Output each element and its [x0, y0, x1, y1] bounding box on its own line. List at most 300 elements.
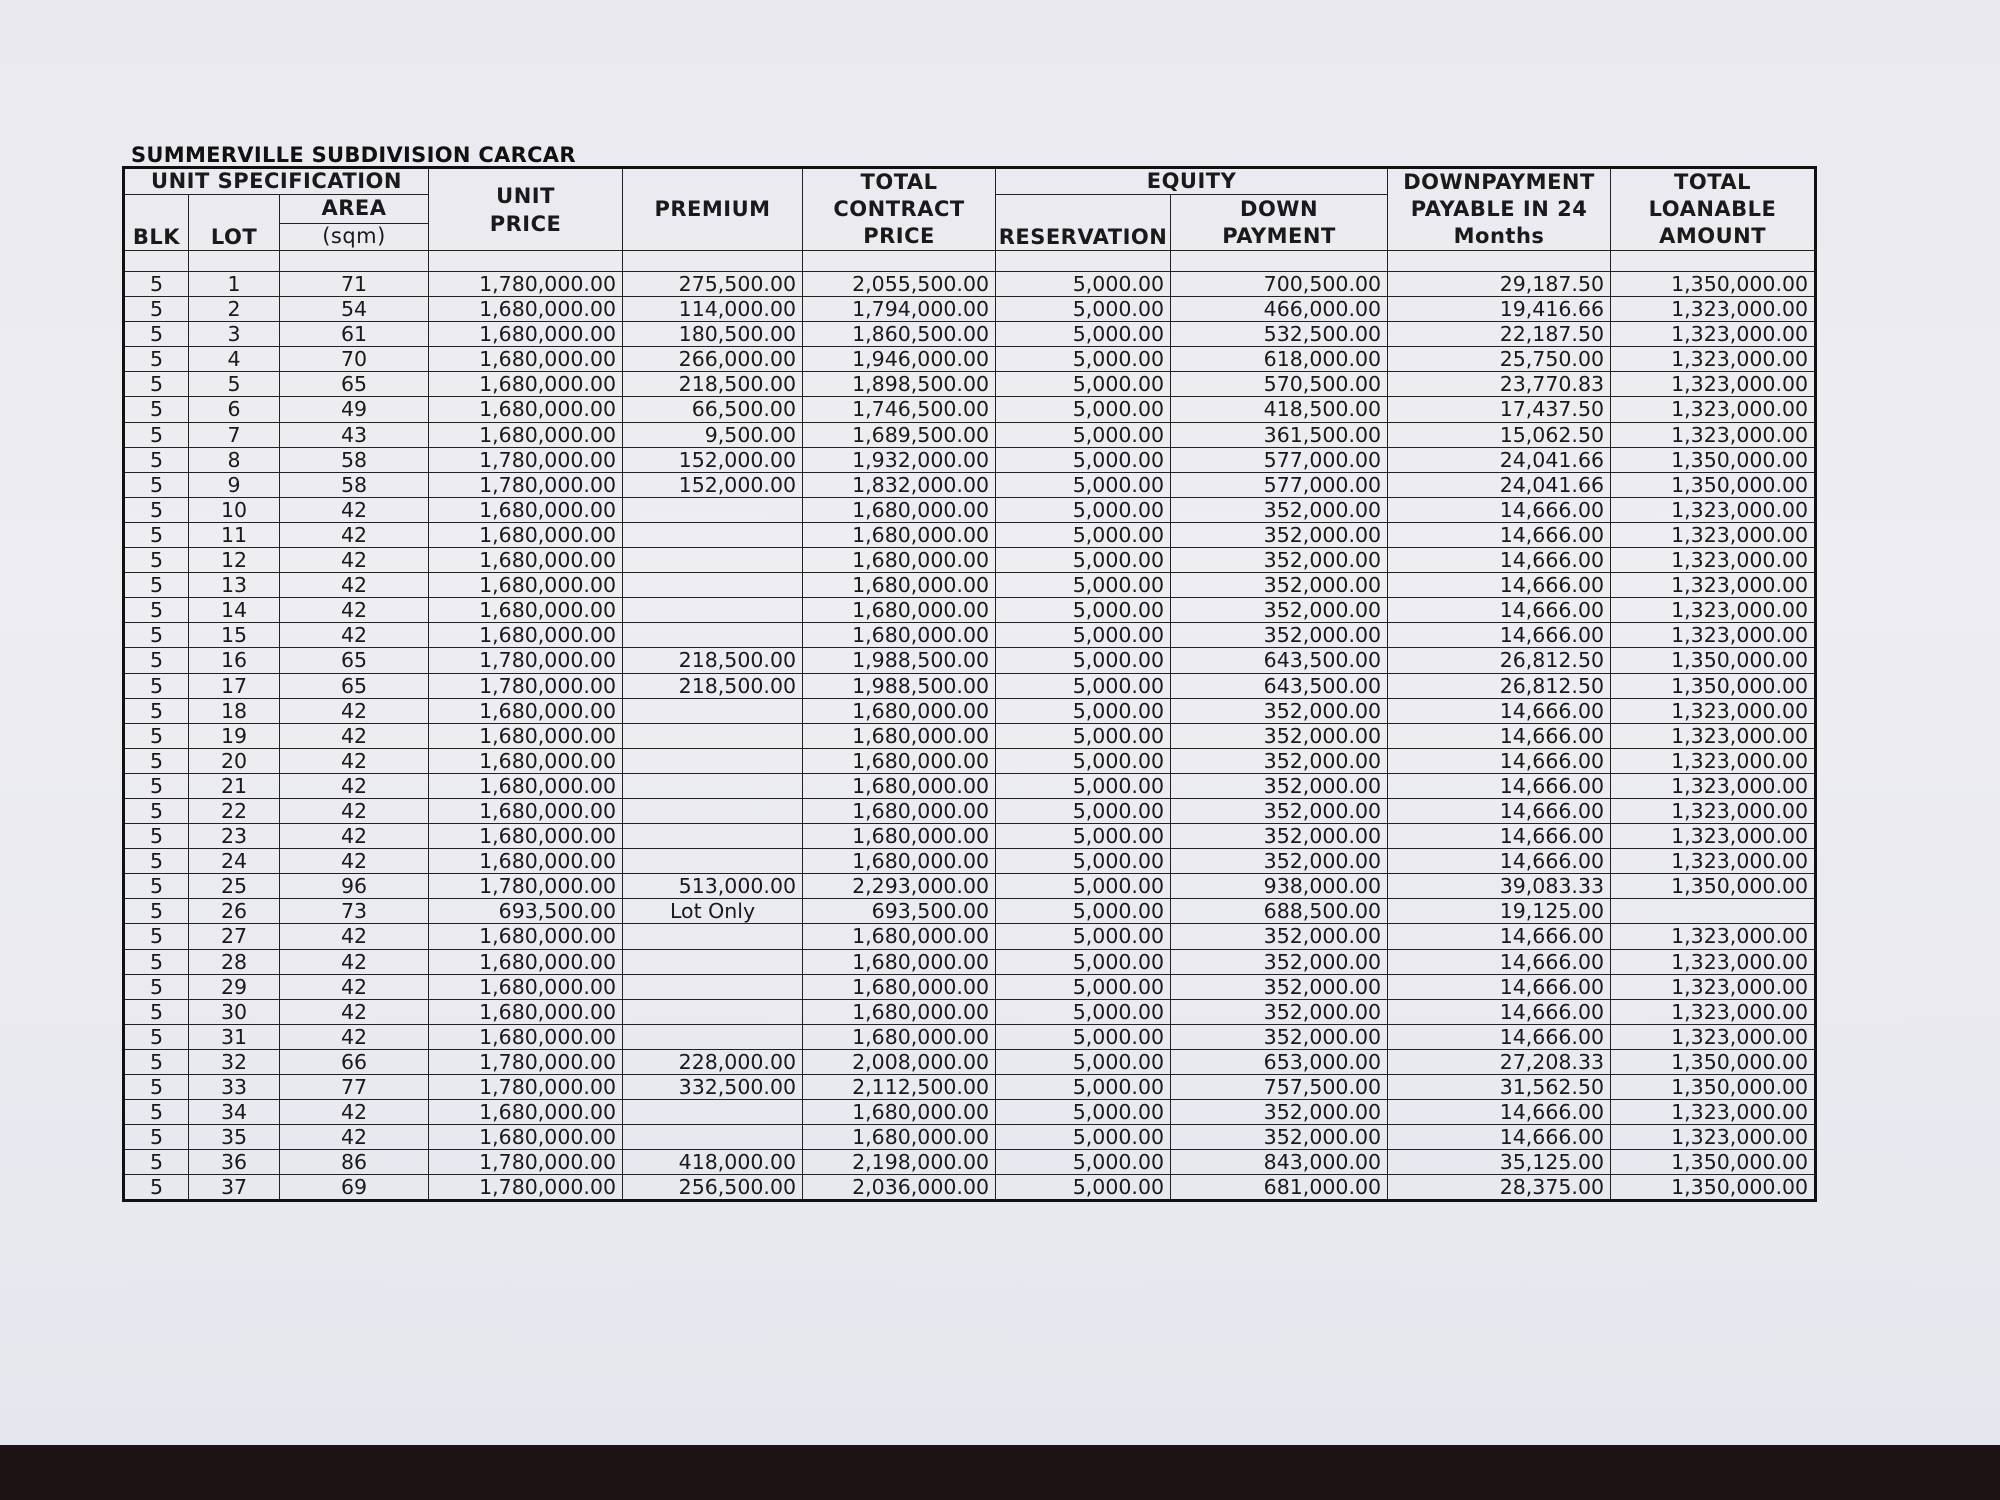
cell-premium: Lot Only	[623, 899, 803, 924]
cell-area: 73	[280, 899, 429, 924]
cell-area: 42	[280, 1100, 429, 1125]
cell-premium	[623, 748, 803, 773]
table-row	[124, 849, 1816, 874]
cell-down-payment: 352,000.00	[1171, 497, 1388, 522]
cell-lot: 5	[189, 372, 280, 397]
cell-premium: 513,000.00	[623, 874, 803, 899]
cell-downpayment-monthly: 24,041.66	[1388, 447, 1611, 472]
cell-total-contract-price: 1,680,000.00	[803, 748, 996, 773]
cell-area: 61	[280, 322, 429, 347]
cell-lot: 11	[189, 522, 280, 547]
table-row	[124, 548, 1816, 573]
cell-unit-price: 1,780,000.00	[429, 1075, 623, 1100]
cell-unit-price: 1,780,000.00	[429, 472, 623, 497]
cell-lot: 31	[189, 1024, 280, 1049]
cell-premium	[623, 974, 803, 999]
cell-blk: 5	[124, 397, 189, 422]
cell-total-loanable-amount: 1,323,000.00	[1611, 773, 1816, 798]
table-row	[124, 272, 1816, 297]
table-row	[124, 472, 1816, 497]
cell-lot: 23	[189, 824, 280, 849]
cell-area: 42	[280, 522, 429, 547]
cell-lot: 37	[189, 1175, 280, 1201]
cell-total-contract-price: 1,680,000.00	[803, 573, 996, 598]
cell-reservation: 5,000.00	[996, 623, 1171, 648]
cell-reservation: 5,000.00	[996, 548, 1171, 573]
cell-reservation: 5,000.00	[996, 598, 1171, 623]
table-row	[124, 974, 1816, 999]
cell-downpayment-monthly: 19,416.66	[1388, 297, 1611, 322]
cell-blk: 5	[124, 773, 189, 798]
cell-area: 42	[280, 1024, 429, 1049]
table-row	[124, 322, 1816, 347]
cell-unit-price: 1,780,000.00	[429, 1150, 623, 1175]
cell-unit-price: 1,680,000.00	[429, 598, 623, 623]
cell-down-payment: 577,000.00	[1171, 447, 1388, 472]
cell-total-contract-price: 1,680,000.00	[803, 598, 996, 623]
cell-down-payment: 352,000.00	[1171, 723, 1388, 748]
cell-down-payment: 418,500.00	[1171, 397, 1388, 422]
cell-reservation: 5,000.00	[996, 824, 1171, 849]
cell-total-contract-price: 2,198,000.00	[803, 1150, 996, 1175]
cell-total-contract-price: 1,689,500.00	[803, 422, 996, 447]
header-total-contract-price	[803, 168, 996, 251]
cell-area: 42	[280, 723, 429, 748]
cell-total-loanable-amount: 1,323,000.00	[1611, 548, 1816, 573]
cell-lot: 7	[189, 422, 280, 447]
cell-downpayment-monthly: 19,125.00	[1388, 899, 1611, 924]
cell-unit-price: 1,680,000.00	[429, 949, 623, 974]
cell-downpayment-monthly: 27,208.33	[1388, 1049, 1611, 1074]
cell-down-payment: 352,000.00	[1171, 974, 1388, 999]
cell-total-loanable-amount: 1,323,000.00	[1611, 522, 1816, 547]
cell-reservation: 5,000.00	[996, 723, 1171, 748]
cell-total-contract-price: 693,500.00	[803, 899, 996, 924]
cell-blk: 5	[124, 723, 189, 748]
table-row	[124, 347, 1816, 372]
cell-downpayment-monthly: 28,375.00	[1388, 1175, 1611, 1201]
cell-lot: 28	[189, 949, 280, 974]
cell-blk: 5	[124, 798, 189, 823]
cell-total-loanable-amount: 1,323,000.00	[1611, 573, 1816, 598]
cell-premium	[623, 522, 803, 547]
cell-total-contract-price: 1,680,000.00	[803, 849, 996, 874]
cell-blk: 5	[124, 999, 189, 1024]
cell-total-contract-price: 1,988,500.00	[803, 648, 996, 673]
cell-total-contract-price: 1,680,000.00	[803, 824, 996, 849]
cell-lot: 22	[189, 798, 280, 823]
cell-downpayment-monthly: 14,666.00	[1388, 723, 1611, 748]
cell-premium	[623, 598, 803, 623]
cell-blk: 5	[124, 849, 189, 874]
cell-downpayment-monthly: 14,666.00	[1388, 999, 1611, 1024]
spacer-cell	[803, 251, 996, 272]
cell-area: 42	[280, 748, 429, 773]
cell-blk: 5	[124, 673, 189, 698]
cell-premium	[623, 773, 803, 798]
cell-blk: 5	[124, 422, 189, 447]
cell-lot: 13	[189, 573, 280, 598]
cell-total-loanable-amount: 1,323,000.00	[1611, 824, 1816, 849]
cell-area: 71	[280, 272, 429, 297]
cell-total-loanable-amount: 1,323,000.00	[1611, 297, 1816, 322]
cell-down-payment: 577,000.00	[1171, 472, 1388, 497]
header-area: AREA	[280, 195, 429, 224]
cell-blk: 5	[124, 974, 189, 999]
cell-downpayment-monthly: 14,666.00	[1388, 522, 1611, 547]
cell-down-payment: 681,000.00	[1171, 1175, 1388, 1201]
cell-reservation: 5,000.00	[996, 773, 1171, 798]
cell-down-payment: 352,000.00	[1171, 1125, 1388, 1150]
cell-area: 65	[280, 673, 429, 698]
table-row	[124, 999, 1816, 1024]
cell-area: 42	[280, 999, 429, 1024]
cell-down-payment: 938,000.00	[1171, 874, 1388, 899]
cell-down-payment: 352,000.00	[1171, 573, 1388, 598]
cell-lot: 14	[189, 598, 280, 623]
cell-downpayment-monthly: 14,666.00	[1388, 773, 1611, 798]
cell-downpayment-monthly: 14,666.00	[1388, 798, 1611, 823]
table-header	[124, 168, 1816, 251]
cell-unit-price: 1,680,000.00	[429, 322, 623, 347]
cell-total-contract-price: 2,055,500.00	[803, 272, 996, 297]
cell-total-loanable-amount: 1,323,000.00	[1611, 698, 1816, 723]
table-row	[124, 1150, 1816, 1175]
table-row	[124, 698, 1816, 723]
cell-blk: 5	[124, 1150, 189, 1175]
cell-downpayment-monthly: 22,187.50	[1388, 322, 1611, 347]
spacer-cell	[429, 251, 623, 272]
cell-total-contract-price: 2,008,000.00	[803, 1049, 996, 1074]
cell-total-loanable-amount: 1,323,000.00	[1611, 347, 1816, 372]
table-row	[124, 497, 1816, 522]
cell-blk: 5	[124, 497, 189, 522]
cell-premium	[623, 497, 803, 522]
table-row	[124, 422, 1816, 447]
cell-area: 54	[280, 297, 429, 322]
cell-reservation: 5,000.00	[996, 698, 1171, 723]
cell-lot: 6	[189, 397, 280, 422]
cell-downpayment-monthly: 14,666.00	[1388, 497, 1611, 522]
spacer-cell	[1171, 251, 1388, 272]
cell-unit-price: 1,680,000.00	[429, 999, 623, 1024]
cell-downpayment-monthly: 14,666.00	[1388, 748, 1611, 773]
cell-total-loanable-amount: 1,323,000.00	[1611, 924, 1816, 949]
cell-area: 42	[280, 497, 429, 522]
cell-area: 42	[280, 949, 429, 974]
cell-lot: 8	[189, 447, 280, 472]
cell-area: 42	[280, 698, 429, 723]
cell-total-loanable-amount: 1,323,000.00	[1611, 497, 1816, 522]
table-row	[124, 798, 1816, 823]
cell-total-loanable-amount: 1,350,000.00	[1611, 648, 1816, 673]
cell-unit-price: 1,780,000.00	[429, 447, 623, 472]
cell-down-payment: 352,000.00	[1171, 824, 1388, 849]
cell-reservation: 5,000.00	[996, 999, 1171, 1024]
spacer-row	[124, 251, 1816, 272]
cell-downpayment-monthly: 17,437.50	[1388, 397, 1611, 422]
cell-premium	[623, 1100, 803, 1125]
cell-premium	[623, 849, 803, 874]
table-body	[124, 251, 1816, 1201]
cell-area: 49	[280, 397, 429, 422]
cell-area: 66	[280, 1049, 429, 1074]
cell-down-payment: 352,000.00	[1171, 798, 1388, 823]
table-row	[124, 623, 1816, 648]
cell-reservation: 5,000.00	[996, 1150, 1171, 1175]
cell-total-contract-price: 1,946,000.00	[803, 347, 996, 372]
cell-blk: 5	[124, 924, 189, 949]
cell-total-contract-price: 1,832,000.00	[803, 472, 996, 497]
cell-total-contract-price: 1,680,000.00	[803, 497, 996, 522]
cell-area: 86	[280, 1150, 429, 1175]
cell-blk: 5	[124, 347, 189, 372]
cell-blk: 5	[124, 573, 189, 598]
cell-total-contract-price: 2,112,500.00	[803, 1075, 996, 1100]
cell-reservation: 5,000.00	[996, 347, 1171, 372]
cell-blk: 5	[124, 949, 189, 974]
cell-reservation: 5,000.00	[996, 1049, 1171, 1074]
cell-lot: 25	[189, 874, 280, 899]
cell-blk: 5	[124, 899, 189, 924]
cell-down-payment: 643,500.00	[1171, 673, 1388, 698]
cell-lot: 24	[189, 849, 280, 874]
table-row	[124, 648, 1816, 673]
cell-premium: 266,000.00	[623, 347, 803, 372]
header-total-loanable-amount	[1611, 168, 1816, 251]
cell-unit-price: 1,680,000.00	[429, 849, 623, 874]
cell-downpayment-monthly: 14,666.00	[1388, 573, 1611, 598]
cell-premium	[623, 573, 803, 598]
cell-lot: 3	[189, 322, 280, 347]
cell-area: 42	[280, 824, 429, 849]
cell-area: 42	[280, 623, 429, 648]
cell-reservation: 5,000.00	[996, 1175, 1171, 1201]
cell-premium: 66,500.00	[623, 397, 803, 422]
spacer-cell	[623, 251, 803, 272]
table-row	[124, 372, 1816, 397]
cell-lot: 20	[189, 748, 280, 773]
cell-total-loanable-amount: 1,350,000.00	[1611, 272, 1816, 297]
cell-blk: 5	[124, 372, 189, 397]
cell-downpayment-monthly: 14,666.00	[1388, 924, 1611, 949]
cell-reservation: 5,000.00	[996, 849, 1171, 874]
cell-premium: 152,000.00	[623, 472, 803, 497]
cell-lot: 19	[189, 723, 280, 748]
cell-area: 42	[280, 573, 429, 598]
cell-unit-price: 1,680,000.00	[429, 924, 623, 949]
document-title: SUMMERVILLE SUBDIVISION CARCAR	[131, 143, 576, 167]
cell-downpayment-monthly: 29,187.50	[1388, 272, 1611, 297]
cell-unit-price: 1,780,000.00	[429, 1049, 623, 1074]
cell-total-loanable-amount: 1,350,000.00	[1611, 1075, 1816, 1100]
cell-downpayment-monthly: 14,666.00	[1388, 623, 1611, 648]
cell-unit-price: 1,780,000.00	[429, 874, 623, 899]
cell-area: 58	[280, 472, 429, 497]
dark-background-strip	[0, 1445, 2000, 1500]
cell-lot: 33	[189, 1075, 280, 1100]
table-row	[124, 1049, 1816, 1074]
cell-total-loanable-amount: 1,350,000.00	[1611, 447, 1816, 472]
cell-total-contract-price: 1,898,500.00	[803, 372, 996, 397]
cell-lot: 21	[189, 773, 280, 798]
cell-total-loanable-amount: 1,323,000.00	[1611, 322, 1816, 347]
cell-premium	[623, 723, 803, 748]
cell-down-payment: 352,000.00	[1171, 1024, 1388, 1049]
cell-total-loanable-amount: 1,350,000.00	[1611, 472, 1816, 497]
cell-unit-price: 693,500.00	[429, 899, 623, 924]
cell-lot: 27	[189, 924, 280, 949]
table-row	[124, 1100, 1816, 1125]
cell-total-loanable-amount: 1,323,000.00	[1611, 397, 1816, 422]
cell-lot: 32	[189, 1049, 280, 1074]
cell-down-payment: 352,000.00	[1171, 623, 1388, 648]
cell-blk: 5	[124, 1175, 189, 1201]
cell-downpayment-monthly: 26,812.50	[1388, 673, 1611, 698]
cell-total-contract-price: 1,680,000.00	[803, 949, 996, 974]
cell-blk: 5	[124, 1049, 189, 1074]
spacer-cell	[124, 251, 189, 272]
cell-unit-price: 1,680,000.00	[429, 347, 623, 372]
cell-total-loanable-amount	[1611, 899, 1816, 924]
cell-area: 58	[280, 447, 429, 472]
cell-reservation: 5,000.00	[996, 1075, 1171, 1100]
price-list-table	[122, 166, 1817, 1202]
cell-premium	[623, 548, 803, 573]
cell-premium	[623, 824, 803, 849]
cell-premium: 218,500.00	[623, 673, 803, 698]
cell-premium	[623, 999, 803, 1024]
spacer-cell	[1611, 251, 1816, 272]
cell-reservation: 5,000.00	[996, 974, 1171, 999]
cell-area: 42	[280, 974, 429, 999]
cell-unit-price: 1,780,000.00	[429, 272, 623, 297]
table-row	[124, 748, 1816, 773]
cell-lot: 17	[189, 673, 280, 698]
cell-lot: 4	[189, 347, 280, 372]
header-down-payment-label: DOWN PAYMENT	[1222, 196, 1336, 248]
cell-unit-price: 1,680,000.00	[429, 522, 623, 547]
cell-unit-price: 1,680,000.00	[429, 297, 623, 322]
cell-unit-price: 1,680,000.00	[429, 422, 623, 447]
cell-blk: 5	[124, 1024, 189, 1049]
cell-total-contract-price: 1,860,500.00	[803, 322, 996, 347]
cell-premium: 218,500.00	[623, 372, 803, 397]
table-row	[124, 874, 1816, 899]
cell-premium	[623, 798, 803, 823]
cell-down-payment: 352,000.00	[1171, 949, 1388, 974]
cell-reservation: 5,000.00	[996, 1125, 1171, 1150]
cell-downpayment-monthly: 14,666.00	[1388, 974, 1611, 999]
cell-premium: 256,500.00	[623, 1175, 803, 1201]
cell-lot: 34	[189, 1100, 280, 1125]
table-row	[124, 899, 1816, 924]
cell-downpayment-monthly: 35,125.00	[1388, 1150, 1611, 1175]
cell-downpayment-monthly: 24,041.66	[1388, 472, 1611, 497]
header-area-unit: (sqm)	[280, 223, 429, 251]
cell-total-loanable-amount: 1,323,000.00	[1611, 1100, 1816, 1125]
cell-premium: 114,000.00	[623, 297, 803, 322]
cell-total-loanable-amount: 1,323,000.00	[1611, 949, 1816, 974]
cell-total-loanable-amount: 1,323,000.00	[1611, 1024, 1816, 1049]
cell-unit-price: 1,680,000.00	[429, 698, 623, 723]
cell-blk: 5	[124, 472, 189, 497]
cell-down-payment: 352,000.00	[1171, 1100, 1388, 1125]
cell-downpayment-monthly: 14,666.00	[1388, 598, 1611, 623]
cell-total-contract-price: 1,680,000.00	[803, 698, 996, 723]
header-premium: PREMIUM	[623, 168, 803, 251]
cell-reservation: 5,000.00	[996, 297, 1171, 322]
cell-blk: 5	[124, 1125, 189, 1150]
cell-blk: 5	[124, 623, 189, 648]
cell-total-contract-price: 2,036,000.00	[803, 1175, 996, 1201]
cell-downpayment-monthly: 14,666.00	[1388, 949, 1611, 974]
table-row	[124, 297, 1816, 322]
cell-unit-price: 1,680,000.00	[429, 623, 623, 648]
header-reservation: RESERVATION	[996, 195, 1171, 251]
cell-down-payment: 352,000.00	[1171, 849, 1388, 874]
cell-lot: 9	[189, 472, 280, 497]
cell-unit-price: 1,680,000.00	[429, 773, 623, 798]
cell-downpayment-monthly: 14,666.00	[1388, 1125, 1611, 1150]
cell-lot: 16	[189, 648, 280, 673]
cell-total-contract-price: 1,680,000.00	[803, 723, 996, 748]
cell-reservation: 5,000.00	[996, 949, 1171, 974]
cell-total-loanable-amount: 1,323,000.00	[1611, 723, 1816, 748]
cell-area: 65	[280, 648, 429, 673]
cell-down-payment: 843,000.00	[1171, 1150, 1388, 1175]
cell-premium: 275,500.00	[623, 272, 803, 297]
cell-down-payment: 352,000.00	[1171, 748, 1388, 773]
cell-unit-price: 1,780,000.00	[429, 648, 623, 673]
cell-total-loanable-amount: 1,323,000.00	[1611, 849, 1816, 874]
cell-total-contract-price: 2,293,000.00	[803, 874, 996, 899]
cell-area: 77	[280, 1075, 429, 1100]
header-downpayment-payable	[1388, 168, 1611, 251]
cell-down-payment: 643,500.00	[1171, 648, 1388, 673]
header-total-loanable-label: TOTAL LOANABLE AMOUNT	[1648, 170, 1777, 248]
cell-total-contract-price: 1,746,500.00	[803, 397, 996, 422]
table-row	[124, 924, 1816, 949]
table-row	[124, 1024, 1816, 1049]
header-blk: BLK	[124, 195, 189, 251]
cell-lot: 18	[189, 698, 280, 723]
cell-reservation: 5,000.00	[996, 322, 1171, 347]
cell-unit-price: 1,780,000.00	[429, 673, 623, 698]
cell-premium	[623, 623, 803, 648]
cell-total-loanable-amount: 1,323,000.00	[1611, 422, 1816, 447]
cell-area: 43	[280, 422, 429, 447]
cell-downpayment-monthly: 25,750.00	[1388, 347, 1611, 372]
cell-total-contract-price: 1,680,000.00	[803, 1024, 996, 1049]
table-row	[124, 447, 1816, 472]
cell-premium	[623, 949, 803, 974]
cell-reservation: 5,000.00	[996, 522, 1171, 547]
table-row	[124, 1125, 1816, 1150]
spacer-cell	[1388, 251, 1611, 272]
cell-down-payment: 352,000.00	[1171, 924, 1388, 949]
cell-lot: 1	[189, 272, 280, 297]
cell-down-payment: 361,500.00	[1171, 422, 1388, 447]
spacer-cell	[996, 251, 1171, 272]
cell-premium: 152,000.00	[623, 447, 803, 472]
cell-total-contract-price: 1,680,000.00	[803, 974, 996, 999]
cell-area: 42	[280, 849, 429, 874]
cell-reservation: 5,000.00	[996, 798, 1171, 823]
spacer-cell	[280, 251, 429, 272]
cell-total-contract-price: 1,680,000.00	[803, 773, 996, 798]
cell-total-contract-price: 1,680,000.00	[803, 522, 996, 547]
